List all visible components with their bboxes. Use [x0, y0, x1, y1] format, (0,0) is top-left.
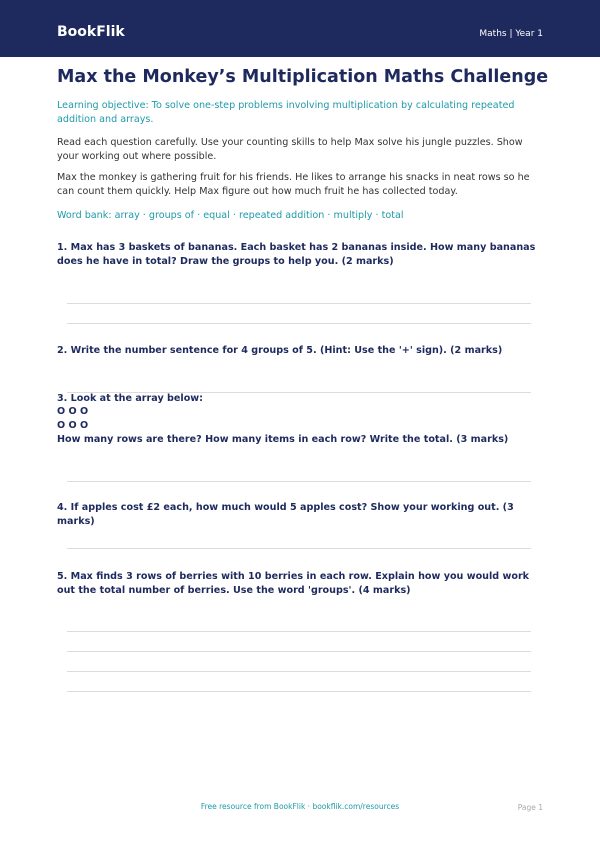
question-3-intro: 3. Look at the array below: [57, 393, 203, 404]
question-5: 5. Max finds 3 rows of berries with 10 berries in each row. Explain how you would work out the total number of berries. Use the word 'groups'. (4 marks) [57, 571, 530, 596]
answer-line [67, 631, 531, 632]
answer-line [67, 481, 531, 482]
question-2: 2. Write the number sentence for 4 groups of 5. (Hint: Use the '+' sign). (2 marks) [57, 345, 503, 356]
answer-line [67, 651, 531, 652]
page-header [0, 0, 600, 57]
answer-line [67, 323, 531, 324]
worksheet-title: Max the Monkey’s Multiplication Maths Challenge [57, 67, 549, 87]
array-row-2: O O O [57, 420, 89, 431]
answer-line [67, 548, 531, 549]
question-3: How many rows are there? How many items in each row? Write the total. (3 marks) [57, 434, 509, 445]
footer-link[interactable]: Free resource from BookFlik · bookflik.com/resources [200, 802, 400, 811]
answer-line [67, 671, 531, 672]
answer-line [67, 691, 531, 692]
question-4: 4. If apples cost £2 each, how much would 5 apples cost? Show your working out. (3 marks) [57, 502, 514, 527]
story-paragraph: Max the monkey is gathering fruit for his friends. He likes to arrange his snacks in neat rows so he can count them quickly. Help Max figure out how much fruit he has collected today. [57, 172, 530, 197]
question-1: 1. Max has 3 baskets of bananas. Each basket has 2 bananas inside. How many bananas does he have in total? Draw the groups to help you. (2 marks) [57, 242, 536, 267]
brand-logo: BookFlik [57, 24, 125, 40]
intro-instructions: Read each question carefully. Use your counting skills to help Max solve his jungle puzzles. Show your working out where possible. [57, 137, 523, 162]
learning-objective: Learning objective: To solve one-step problems involving multiplication by calculating repeated addition and arrays. [57, 100, 515, 125]
word-bank: Word bank: array · groups of · equal · repeated addition · multiply · total [57, 210, 404, 221]
answer-line [67, 303, 531, 304]
subject-year-label: Maths | Year 1 [479, 29, 543, 39]
array-row-1: O O O [57, 406, 89, 417]
page-number: Page 1 [517, 803, 543, 812]
